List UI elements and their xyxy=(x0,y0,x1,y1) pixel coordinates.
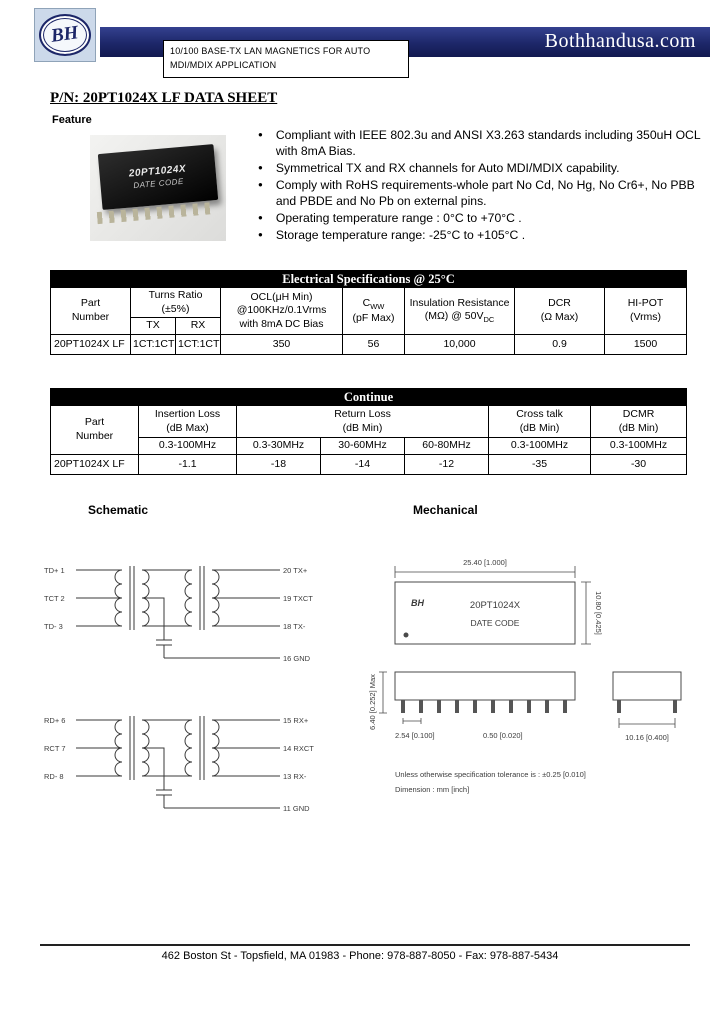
mechanical-note-2: Dimension : mm [inch] xyxy=(395,785,470,794)
bullet-text: Symmetrical TX and RX channels for Auto MDI/MDIX capability. xyxy=(275,161,620,175)
bullet-text: Operating temperature range : 0°C to +70°C . xyxy=(275,211,522,225)
cell-insertion-loss: -1.1 xyxy=(139,455,237,475)
continue-table-grid xyxy=(50,405,687,475)
bullet-icon: ● xyxy=(258,230,263,239)
continue-table-caption: Continue xyxy=(50,388,687,405)
pin-label: RD+ 6 xyxy=(44,716,66,725)
company-logo xyxy=(34,8,96,62)
header-part-number: Part Number xyxy=(51,406,139,455)
marking-logo: BH xyxy=(411,598,424,608)
header-return-loss: Return Loss (dB Min) xyxy=(237,406,489,438)
header-rx: RX xyxy=(176,318,221,335)
pin-label: 16 GND xyxy=(283,654,311,663)
dim-length: 25.40 [1.000] xyxy=(463,558,507,567)
bullet-text: Comply with RoHS requirements-whole part No Cd, No Hg, No Cr6+, No PBB and PBDE and No Pb on external pins. xyxy=(275,178,695,208)
header-dcmr: DCMR (dB Min) xyxy=(591,406,687,438)
header-il-freq: 0.3-100MHz xyxy=(139,438,237,455)
mechanical-pins xyxy=(401,700,677,713)
header-part-number: Part Number xyxy=(51,288,131,335)
mechanical-drawing xyxy=(365,552,700,852)
schematic-wires xyxy=(76,566,280,808)
dim-height: 6.40 [0.252] Max xyxy=(368,674,377,730)
cell-hipot: 1500 xyxy=(605,334,687,354)
pin-label: 11 GND xyxy=(283,804,310,813)
cell-dcr: 0.9 xyxy=(515,334,605,354)
cell-crosstalk: -35 xyxy=(489,455,591,475)
header-dcmr-freq: 0.3-100MHz xyxy=(591,438,687,455)
cell-part-number: 20PT1024X LF xyxy=(51,455,139,475)
schematic-drawing xyxy=(42,552,342,852)
cell-dcmr: -30 xyxy=(591,455,687,475)
header-tx: TX xyxy=(131,318,176,335)
header-turns-ratio: Turns Ratio (±5%) xyxy=(131,288,221,318)
pin-label: TD+ 1 xyxy=(44,566,65,575)
mechanical-labels xyxy=(368,558,669,794)
footer-address: 462 Boston St - Topsfield, MA 01983 - Phone: 978-887-8050 - Fax: 978-887-5434 xyxy=(161,950,559,962)
cell-rx: 1CT:1CT xyxy=(176,334,221,354)
dim-pitch: 2.54 [0.100] xyxy=(395,731,435,740)
electrical-table-caption: Electrical Specifications @ 25°C xyxy=(50,270,687,287)
bullet-text: Compliant with IEEE 802.3u and ANSI X3.263 standards including 350uH OCL with 8mA Bias. xyxy=(275,128,701,158)
cell-cww: 56 xyxy=(343,334,405,354)
header-rl-freq-1: 0.3-30MHz xyxy=(237,438,321,455)
page-title: P/N: 20PT1024X LF DATA SHEET xyxy=(50,90,278,106)
cell-tx: 1CT:1CT xyxy=(131,334,176,354)
bullet-icon: ● xyxy=(258,213,263,222)
pin-label: 19 TXCT xyxy=(283,594,313,603)
bullet-icon: ● xyxy=(258,180,263,189)
bullet-icon: ● xyxy=(258,130,263,139)
header-ocl: OCL(μH Min) @100KHz/0.1Vrms with 8mA DC Bias xyxy=(221,288,343,335)
cell-return-loss-2: -14 xyxy=(321,455,405,475)
pin-label: RCT 7 xyxy=(44,744,66,753)
header-dcr: DCR (Ω Max) xyxy=(515,288,605,335)
pin-label: 15 RX+ xyxy=(283,716,309,725)
feature-bullet xyxy=(258,127,708,159)
feature-bullet-list xyxy=(258,127,708,244)
electrical-spec-table xyxy=(50,270,687,355)
bullet-icon: ● xyxy=(258,163,263,172)
feature-bullet xyxy=(258,160,708,176)
feature-bullet xyxy=(258,210,708,226)
header-crosstalk: Cross talk (dB Min) xyxy=(489,406,591,438)
cell-insulation: 10,000 xyxy=(405,334,515,354)
bh-logo-icon xyxy=(39,14,91,56)
pin-label: 13 RX- xyxy=(283,772,307,781)
mechanical-heading: Mechanical xyxy=(413,503,478,517)
logo-monogram: BH xyxy=(49,22,80,47)
package-body xyxy=(98,144,218,210)
marking-date-code: DATE CODE xyxy=(470,618,520,628)
pin-label: 20 TX+ xyxy=(283,566,308,575)
continue-data-row xyxy=(51,455,687,475)
continue-table xyxy=(50,388,687,475)
header-hipot: HI-POT (Vrms) xyxy=(605,288,687,335)
header-rl-freq-3: 60-80MHz xyxy=(405,438,489,455)
footer-divider xyxy=(40,944,690,946)
header-insulation-resistance: Insulation Resistance (MΩ) @ $50V_{DC}$ xyxy=(405,288,515,335)
feature-bullet xyxy=(258,177,708,209)
header-ct-freq: 0.3-100MHz xyxy=(489,438,591,455)
schematic-heading: Schematic xyxy=(88,503,149,517)
header-cww: $C_{WW}$ (pF Max) xyxy=(343,288,405,335)
package-marking-datecode: DATE CODE xyxy=(132,176,185,191)
bullet-text: Storage temperature range: -25°C to +105°C . xyxy=(275,228,526,242)
electrical-table xyxy=(50,287,687,355)
mechanical-note-1: Unless otherwise specification tolerance is : ±0.25 [0.010] xyxy=(395,770,586,779)
cell-return-loss-1: -18 xyxy=(237,455,321,475)
application-box xyxy=(163,40,409,78)
pin-label: 18 TX- xyxy=(283,622,306,631)
cell-ocl: 350 xyxy=(221,334,343,354)
electrical-data-row xyxy=(51,334,687,354)
feature-heading: Feature xyxy=(52,114,92,126)
dim-width: 10.80 [0.425] xyxy=(594,591,603,635)
cell-part-number: 20PT1024X LF xyxy=(51,334,131,354)
application-line-1: 10/100 BASE-TX LAN MAGNETICS FOR AUTO xyxy=(170,46,371,56)
dim-row-spacing: 10.16 [0.400] xyxy=(625,733,669,742)
pin-label: RD- 8 xyxy=(44,772,64,781)
marking-part-number: 20PT1024X xyxy=(469,600,521,611)
pin-label: TCT 2 xyxy=(44,594,65,603)
dim-pin-width: 0.50 [0.020] xyxy=(483,731,523,740)
product-photo xyxy=(90,135,226,241)
application-line-2: MDI/MDIX APPLICATION xyxy=(170,59,277,70)
pin-label: TD- 3 xyxy=(44,622,63,631)
header-insertion-loss: Insertion Loss (dB Max) xyxy=(139,406,237,438)
header-rl-freq-2: 30-60MHz xyxy=(321,438,405,455)
package-marking-part: 20PT1024X xyxy=(128,163,187,180)
cell-return-loss-3: -12 xyxy=(405,455,489,475)
feature-bullet xyxy=(258,227,708,243)
pin-label: 14 RXCT xyxy=(283,744,314,753)
site-name: Bothhandusa.com xyxy=(544,30,696,52)
